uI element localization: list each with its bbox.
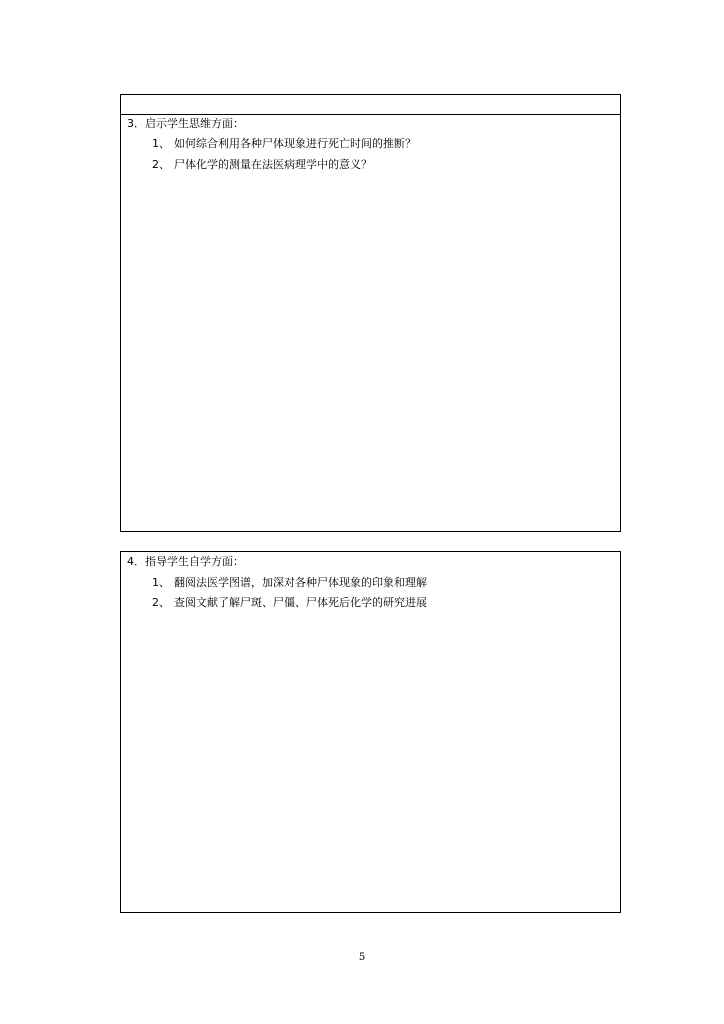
item-number: 1、 <box>152 137 170 150</box>
section-4-title: 4．指导学生自学方面： <box>127 555 244 568</box>
item-number: 2、 <box>152 158 170 171</box>
section-3-table <box>120 94 621 532</box>
page-number: 5 <box>358 952 366 963</box>
item-text: 翻阅法医学图谱，加深对各种尸体现象的印象和理解 <box>174 576 427 589</box>
item-number: 2、 <box>152 596 170 609</box>
section-3-item-1 <box>152 137 416 151</box>
empty-header-row <box>121 95 620 115</box>
item-text: 查阅文献了解尸斑、尸僵、尸体死后化学的研究进展 <box>174 596 427 609</box>
item-number: 1、 <box>152 576 170 589</box>
section-3-title: 3．启示学生思维方面： <box>127 117 244 130</box>
section-3-item-2 <box>152 158 372 172</box>
section-4-item-2 <box>152 596 427 610</box>
item-text: 尸体化学的测量在法医病理学中的意义？ <box>174 158 372 171</box>
section-4-item-1 <box>152 576 427 590</box>
item-text: 如何综合利用各种尸体现象进行死亡时间的推断？ <box>174 137 416 150</box>
section-4-table <box>120 551 621 913</box>
